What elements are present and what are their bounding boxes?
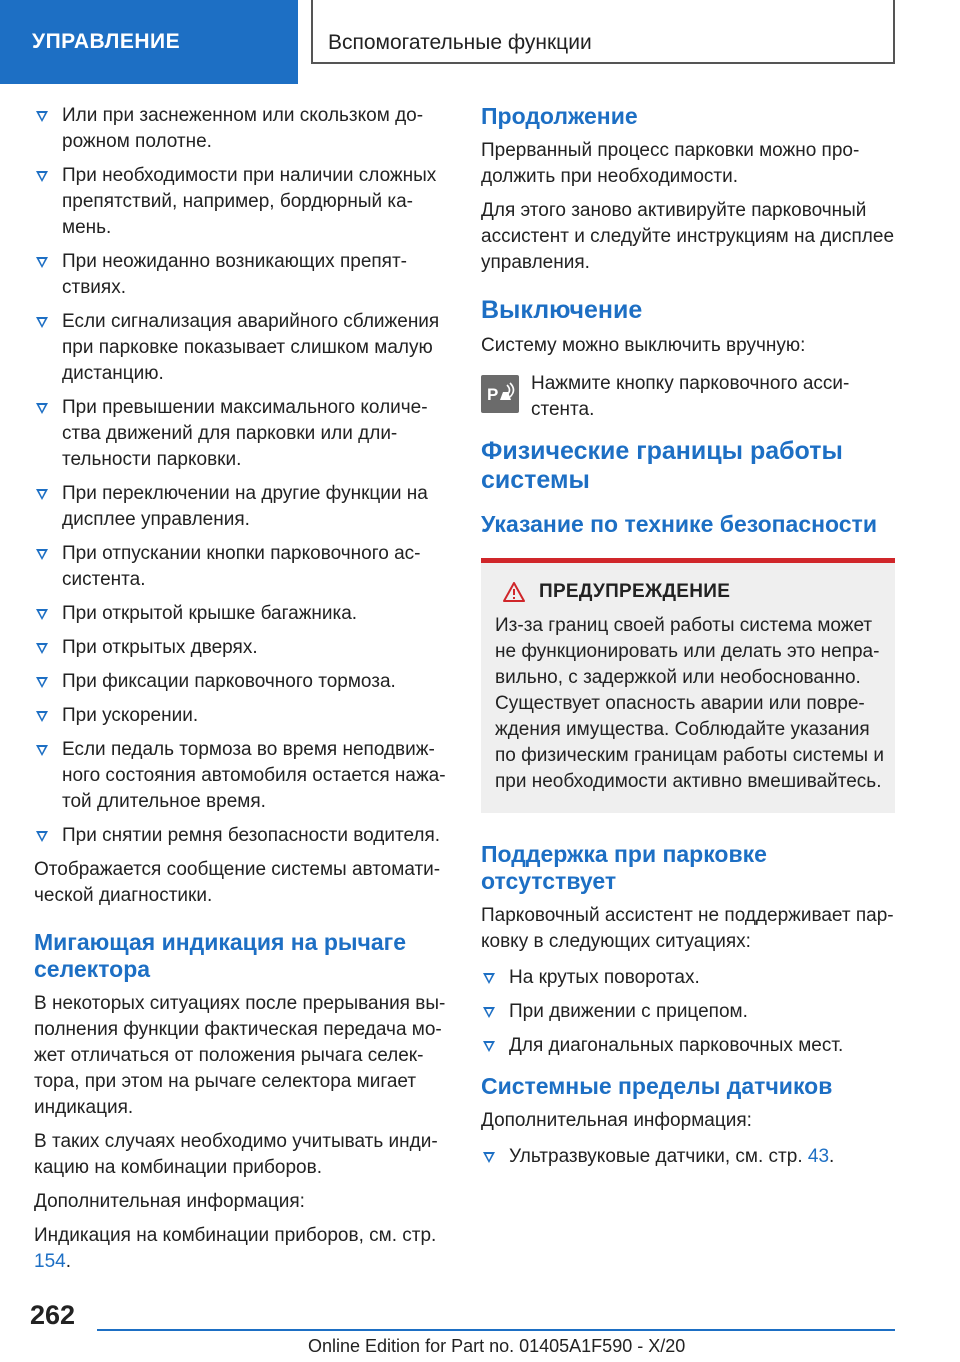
warning-triangle-icon	[503, 582, 525, 602]
list-item: Или при заснеженном или скользком до-рожном полотне.	[34, 103, 446, 155]
list-item: При открытых дверях.	[34, 635, 446, 661]
selector-paragraph-2: В таких случаях необходимо учитывать инди-кацию на комбинации приборов.	[34, 1131, 438, 1178]
footer-divider	[97, 1329, 895, 1331]
header-section-tab	[0, 0, 298, 84]
no-support-heading: Поддержка при парковке отсутствует	[481, 841, 767, 894]
bullet-triangle-icon	[36, 257, 48, 268]
continue-paragraph-2: Для этого заново активируйте парковочный ассистент и следуйте инструкциям на дисплее управления.	[481, 200, 895, 273]
list-item: При переключении на другие функции на дисплее управления.	[34, 481, 446, 533]
bullet-triangle-icon	[36, 489, 48, 500]
bullet-triangle-icon	[483, 1007, 495, 1018]
park-assist-button-icon	[481, 375, 519, 413]
bullet-triangle-icon	[36, 403, 48, 414]
sensor-list	[481, 1144, 895, 1170]
bullet-triangle-icon	[36, 711, 48, 722]
warning-title: ПРЕДУПРЕЖДЕНИЕ	[539, 581, 731, 602]
page-link-154[interactable]: 154	[34, 1251, 66, 1272]
header-chapter-label: Вспомогательные функции	[328, 31, 592, 54]
park-assist-button-instruction	[481, 371, 895, 423]
selector-paragraph-1: В некоторых ситуациях после прерывания вы-полнения функции фактическая передача мо-жет отличаться от положения рычага селек-тора, при этом на рычаге селектора мигает индикация.	[34, 993, 446, 1118]
off-paragraph-1: Систему можно выключить вручную:	[481, 335, 806, 356]
sensor-limits-heading: Системные пределы датчиков	[481, 1073, 833, 1099]
list-item: При неожиданно возникающих препят-ствиях.	[34, 249, 446, 301]
list-item: Для диагональных парковочных мест.	[481, 1033, 895, 1059]
selector-paragraph-4: Индикация на комбинации приборов, см. стр. 154.	[34, 1225, 437, 1272]
page-link-43[interactable]: 43	[807, 1146, 830, 1167]
continue-paragraph-1: Прерванный процесс парковки можно про-должить при необходимости.	[481, 140, 860, 187]
bullet-triangle-icon	[36, 609, 48, 620]
bullet-triangle-icon	[483, 973, 495, 984]
bullet-triangle-icon	[36, 677, 48, 688]
footer-edition-text: Online Edition for Part no. 01405A1F590 - X/20	[308, 1336, 686, 1356]
page-number: 262	[30, 1300, 76, 1330]
limits-heading: Физические границы работы системы	[481, 437, 843, 494]
header-chapter-box	[311, 0, 895, 64]
list-item: Если сигнализация аварийного сближения при парковке показывает слишком малую дистанцию.	[34, 309, 446, 387]
diagnostic-message-text: Отображается сообщение системы автомати-ческой диагностики.	[34, 859, 441, 906]
bullet-triangle-icon	[483, 1041, 495, 1052]
list-item: При фиксации парковочного тормоза.	[34, 669, 446, 695]
bullet-triangle-icon	[36, 549, 48, 560]
selector-paragraph-3: Дополнительная информация:	[34, 1191, 305, 1212]
list-item: При открытой крышке багажника.	[34, 601, 446, 627]
bullet-triangle-icon	[36, 171, 48, 182]
bullet-triangle-icon	[36, 831, 48, 842]
left-column	[34, 103, 446, 1283]
safety-heading: Указание по технике безопасности	[481, 511, 877, 537]
bullet-triangle-icon	[483, 1152, 495, 1163]
list-item: На крутых поворотах.	[481, 965, 895, 991]
list-item: Ультразвуковые датчики, см. стр. 43.	[481, 1144, 895, 1170]
sensor-paragraph: Дополнительная информация:	[481, 1110, 752, 1131]
list-item: При превышении максимального количе-ства движений для парковки или дли-тельности парковки.	[34, 395, 446, 473]
cancel-conditions-list	[34, 103, 446, 849]
warning-box	[481, 558, 895, 813]
header-section-label: УПРАВЛЕНИЕ	[32, 30, 181, 53]
list-item: При снятии ремня безопасности водителя.	[34, 823, 446, 849]
bullet-triangle-icon	[36, 643, 48, 654]
list-item: Если педаль тормоза во время неподвиж-ного состояния автомобиля остается нажа-той длительное время.	[34, 737, 446, 815]
off-button-text: Нажмите кнопку парковочного асси-стента.	[531, 373, 850, 420]
bullet-triangle-icon	[36, 745, 48, 756]
list-item: При ускорении.	[34, 703, 446, 729]
list-item: При движении с прицепом.	[481, 999, 895, 1025]
list-item: При отпускании кнопки парковочного ас-систента.	[34, 541, 446, 593]
warning-text: Из-за границ своей работы система может не функционировать или делать это непра-вильно, с задержкой или необоснованно. Существует опасность аварии или повре-ждения имущества. Соблюдайте указания по физическим границам работы системы и при необходимости активно вмешивайтесь.	[495, 615, 884, 792]
list-item: При необходимости при наличии сложных препятствий, например, бордюрный ка-мень.	[34, 163, 446, 241]
right-column	[481, 103, 895, 1178]
no-support-list	[481, 965, 895, 1059]
continue-heading: Продолжение	[481, 103, 638, 129]
off-heading: Выключение	[481, 296, 643, 324]
bullet-triangle-icon	[36, 111, 48, 122]
svg-text:P: P	[487, 385, 499, 404]
no-support-paragraph: Парковочный ассистент не поддерживает пар-ковку в следующих ситуациях:	[481, 905, 894, 952]
bullet-triangle-icon	[36, 317, 48, 328]
selector-heading: Мигающая индикация на рычаге селектора	[34, 929, 407, 982]
